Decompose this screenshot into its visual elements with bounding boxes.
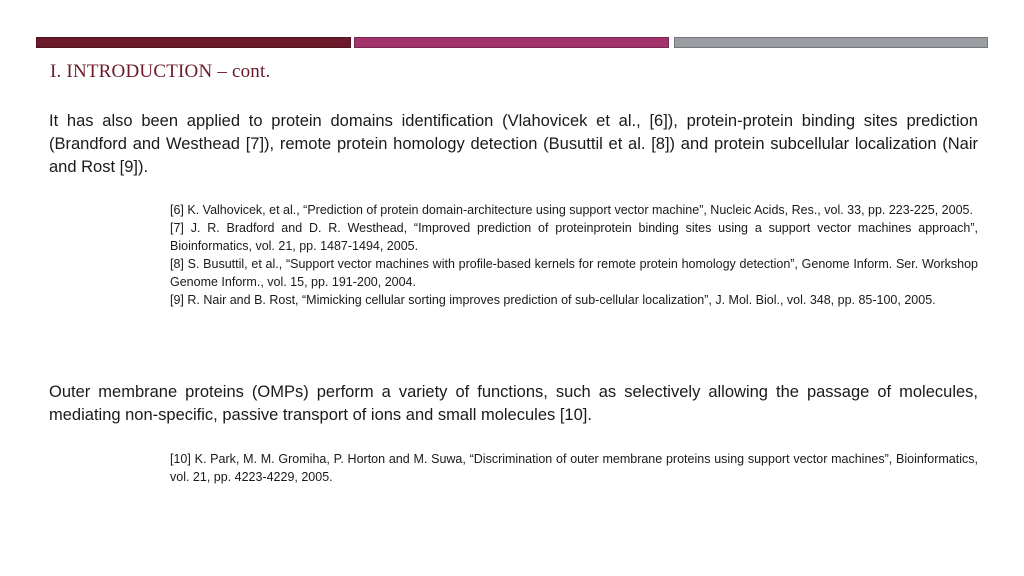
body-paragraph-omps: Outer membrane proteins (OMPs) perform a variety of functions, such as selectively allowing the passage of molecules, mediating non-specific, passive transport of ions and small molecules [10]. bbox=[49, 383, 978, 424]
header-bar-gray bbox=[674, 37, 988, 48]
body-paragraph-applications: It has also been applied to protein domains identification (Vlahovicek et al., [6]), protein-protein binding sites prediction (Brandford and Westhead [7]), remote protein homology detection (Busuttil et al. [8]) and protein subcellular localization (Nair and Rost [9]). bbox=[49, 112, 978, 176]
header-bar-magenta bbox=[354, 37, 669, 48]
reference-7: [7] J. R. Bradford and D. R. Westhead, “Improved prediction of proteinprotein binding sites using a support vector machines approach”, Bioinformatics, vol. 21, pp. 1487-1494, 2005. bbox=[170, 221, 978, 253]
reference-10: [10] K. Park, M. M. Gromiha, P. Horton and M. Suwa, “Discrimination of outer membrane proteins using support vector machines”, Bioinformatics, vol. 21, pp. 4223-4229, 2005. bbox=[170, 452, 978, 484]
reference-6: [6] K. Valhovicek, et al., “Prediction of protein domain-architecture using support vector machine”, Nucleic Acids, Res., vol. 33, pp. 223-225, 2005. bbox=[170, 203, 973, 217]
reference-list-2 bbox=[170, 450, 978, 486]
reference-8: [8] S. Busuttil, et al., “Support vector machines with profile-based kernels for remote protein homology detection”, Genome Inform. Ser. Workshop Genome Inform., vol. 15, pp. 191-200, 2004. bbox=[170, 257, 978, 289]
reference-9: [9] R. Nair and B. Rost, “Mimicking cellular sorting improves prediction of sub-cellular localization”, J. Mol. Biol., vol. 348, pp. 85-100, 2005. bbox=[170, 293, 936, 307]
slide-title: I. INTRODUCTION – cont. bbox=[50, 61, 271, 82]
reference-list-1 bbox=[170, 201, 978, 309]
header-decoration-bars bbox=[36, 37, 988, 48]
header-bar-maroon bbox=[36, 37, 351, 48]
